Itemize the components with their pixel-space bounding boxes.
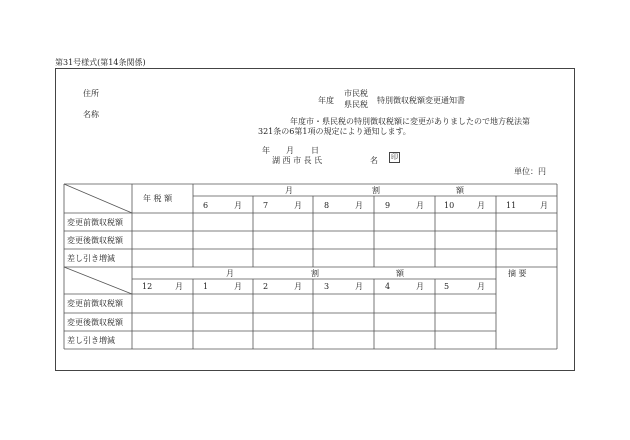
month-unit: 月 <box>416 282 424 291</box>
month-unit: 月 <box>355 282 363 291</box>
annual-tax-header: 年 税 額 <box>143 194 173 203</box>
issuer: 湖 西 市 長 氏 <box>272 156 323 165</box>
month-unit: 月 <box>477 201 485 210</box>
seal-stamp: 印 <box>391 153 398 161</box>
month-2: 2 <box>263 282 269 291</box>
document-title: 特別徴収税額変更通知書 <box>377 96 465 105</box>
name-label: 名称 <box>83 110 99 119</box>
month-unit: 月 <box>294 201 302 210</box>
form-number: 第31号様式(第14条関係) <box>55 58 146 67</box>
month-11: 11 <box>506 201 517 210</box>
monthly-header-month: 月 <box>226 269 234 278</box>
month-4: 4 <box>385 282 391 291</box>
monthly-header-split: 割 <box>372 186 380 195</box>
month-9: 9 <box>385 201 391 210</box>
monthly-header-amount: 額 <box>456 186 464 195</box>
month-5: 5 <box>444 282 450 291</box>
month-unit: 月 <box>540 201 548 210</box>
month-7: 7 <box>263 201 269 210</box>
month-unit: 月 <box>355 201 363 210</box>
issuer-name-char: 名 <box>370 156 378 165</box>
month-12: 12 <box>142 282 153 291</box>
notice-line-1: 年度市・県民税の特別徴収税額に変更がありましたので地方税法第 <box>290 117 530 126</box>
unit-label: 単位：円 <box>514 167 546 176</box>
row-label-before: 変更前徴収税額 <box>67 218 123 227</box>
month-3: 3 <box>324 282 330 291</box>
month-unit: 月 <box>416 201 424 210</box>
month-unit: 月 <box>175 282 183 291</box>
fiscal-year-label: 年度 <box>318 96 334 105</box>
month-10: 10 <box>444 201 455 210</box>
row-label-diff: 差し引き増減 <box>67 254 115 263</box>
monthly-header-amount: 額 <box>396 269 404 278</box>
notice-line-2: 321条の6第1項の規定により通知します。 <box>258 127 411 136</box>
address-label: 住所 <box>83 89 99 98</box>
monthly-header-month: 月 <box>285 186 293 195</box>
month-6: 6 <box>203 201 209 210</box>
month-8: 8 <box>324 201 330 210</box>
month-unit: 月 <box>234 201 242 210</box>
row-label-before: 変更前徴収税額 <box>67 299 123 308</box>
monthly-header-split: 割 <box>311 269 319 278</box>
tax-type-city: 市民税 <box>344 89 368 98</box>
row-label-after: 変更後徴収税額 <box>67 318 123 327</box>
date-day: 日 <box>311 146 319 155</box>
remarks-header: 摘 要 <box>508 269 527 278</box>
row-label-after: 変更後徴収税額 <box>67 236 123 245</box>
date-month: 月 <box>286 146 294 155</box>
month-unit: 月 <box>294 282 302 291</box>
date-year: 年 <box>262 146 270 155</box>
row-label-diff: 差し引き増減 <box>67 336 115 345</box>
month-unit: 月 <box>477 282 485 291</box>
tax-type-prefecture: 県民税 <box>344 100 368 109</box>
month-unit: 月 <box>234 282 242 291</box>
month-1: 1 <box>203 282 209 291</box>
